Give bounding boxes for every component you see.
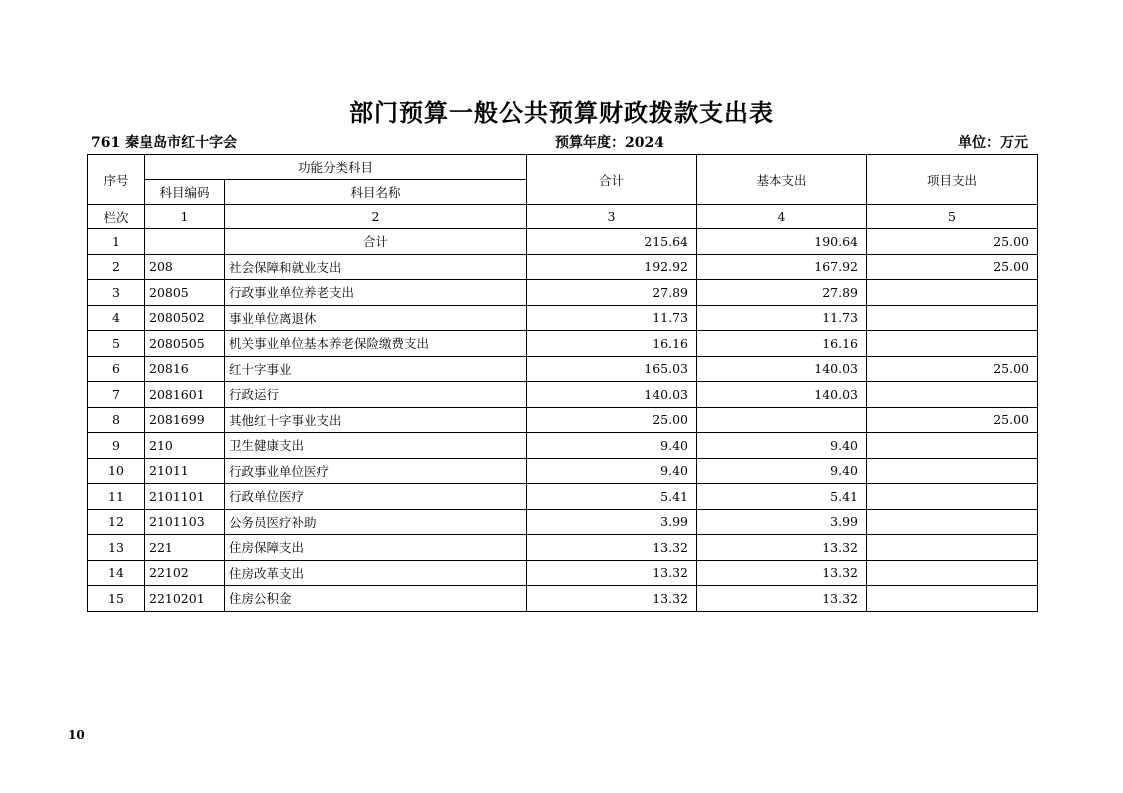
budget-year: 预算年度：2024	[555, 135, 664, 151]
row-total: 27.89	[527, 280, 697, 306]
row-total: 9.40	[527, 433, 697, 459]
row-basic: 13.32	[697, 586, 867, 612]
page-number: 10	[68, 728, 85, 742]
row-basic: 140.03	[697, 382, 867, 408]
row-seq: 3	[88, 280, 145, 306]
row-name: 机关事业单位基本养老保险缴费支出	[225, 331, 527, 357]
row-name: 行政事业单位养老支出	[225, 280, 527, 306]
row-basic: 9.40	[697, 458, 867, 484]
row-project: 25.00	[867, 407, 1038, 433]
row-name: 住房保障支出	[225, 535, 527, 561]
row-seq: 15	[88, 586, 145, 612]
page-title: 部门预算一般公共预算财政拨款支出表	[349, 98, 774, 127]
row-total: 13.32	[527, 586, 697, 612]
row-code: 2101101	[145, 484, 225, 510]
row-basic: 27.89	[697, 280, 867, 306]
row-basic: 13.32	[697, 560, 867, 586]
table-row	[88, 331, 1038, 357]
row-seq: 2	[88, 254, 145, 280]
row-code: 221	[145, 535, 225, 561]
row-name: 行政事业单位医疗	[225, 458, 527, 484]
row-name: 事业单位离退休	[225, 305, 527, 331]
row-name: 社会保障和就业支出	[225, 254, 527, 280]
row-total: 5.41	[527, 484, 697, 510]
row-basic	[697, 407, 867, 433]
column-index-label: 栏次	[88, 205, 145, 229]
header-total: 合计	[527, 155, 697, 205]
unit-label: 单位：万元	[958, 135, 1028, 151]
row-code: 20805	[145, 280, 225, 306]
row-project	[867, 560, 1038, 586]
row-name: 住房公积金	[225, 586, 527, 612]
row-name: 卫生健康支出	[225, 433, 527, 459]
row-project	[867, 305, 1038, 331]
row-project	[867, 280, 1038, 306]
table-row	[88, 382, 1038, 408]
row-name: 行政单位医疗	[225, 484, 527, 510]
row-seq: 8	[88, 407, 145, 433]
row-project	[867, 433, 1038, 459]
row-basic: 3.99	[697, 509, 867, 535]
row-project: 25.00	[867, 254, 1038, 280]
row-total: 13.32	[527, 535, 697, 561]
table-row	[88, 484, 1038, 510]
row-code: 21011	[145, 458, 225, 484]
table-row	[88, 560, 1038, 586]
row-total: 9.40	[527, 458, 697, 484]
row-total: 215.64	[527, 229, 697, 255]
row-project	[867, 382, 1038, 408]
table-row	[88, 509, 1038, 535]
row-total: 11.73	[527, 305, 697, 331]
table-row	[88, 280, 1038, 306]
row-total: 192.92	[527, 254, 697, 280]
table-row	[88, 356, 1038, 382]
header-subject-name: 科目名称	[225, 180, 527, 205]
row-project	[867, 331, 1038, 357]
table-row	[88, 407, 1038, 433]
row-project	[867, 458, 1038, 484]
row-name: 其他红十字事业支出	[225, 407, 527, 433]
row-project: 25.00	[867, 229, 1038, 255]
row-name: 住房改革支出	[225, 560, 527, 586]
row-basic: 11.73	[697, 305, 867, 331]
row-seq: 4	[88, 305, 145, 331]
row-project: 25.00	[867, 356, 1038, 382]
table-row	[88, 305, 1038, 331]
column-index-5: 5	[867, 205, 1038, 229]
column-index-2: 2	[225, 205, 527, 229]
row-code: 2080505	[145, 331, 225, 357]
header-seq: 序号	[88, 155, 145, 205]
row-seq: 12	[88, 509, 145, 535]
table-row	[88, 433, 1038, 459]
budget-table	[87, 154, 1038, 612]
row-project	[867, 509, 1038, 535]
row-total: 16.16	[527, 331, 697, 357]
row-code: 2081601	[145, 382, 225, 408]
row-code: 22102	[145, 560, 225, 586]
row-project	[867, 484, 1038, 510]
row-basic: 190.64	[697, 229, 867, 255]
row-seq: 13	[88, 535, 145, 561]
row-name: 公务员医疗补助	[225, 509, 527, 535]
row-project	[867, 586, 1038, 612]
row-basic: 9.40	[697, 433, 867, 459]
column-index-1: 1	[145, 205, 225, 229]
row-total: 140.03	[527, 382, 697, 408]
header-subject-code: 科目编码	[145, 180, 225, 205]
row-name: 红十字事业	[225, 356, 527, 382]
table-row	[88, 254, 1038, 280]
row-code	[145, 229, 225, 255]
header-basic: 基本支出	[697, 155, 867, 205]
row-seq: 6	[88, 356, 145, 382]
row-basic: 5.41	[697, 484, 867, 510]
row-total: 25.00	[527, 407, 697, 433]
row-seq: 11	[88, 484, 145, 510]
row-code: 208	[145, 254, 225, 280]
row-project	[867, 535, 1038, 561]
row-code: 2210201	[145, 586, 225, 612]
row-seq: 14	[88, 560, 145, 586]
row-name: 合计	[225, 229, 527, 255]
row-code: 2101103	[145, 509, 225, 535]
row-code: 20816	[145, 356, 225, 382]
row-seq: 10	[88, 458, 145, 484]
row-total: 13.32	[527, 560, 697, 586]
column-index-4: 4	[697, 205, 867, 229]
row-seq: 1	[88, 229, 145, 255]
table-row	[88, 586, 1038, 612]
row-total: 3.99	[527, 509, 697, 535]
row-basic: 167.92	[697, 254, 867, 280]
row-code: 2080502	[145, 305, 225, 331]
row-basic: 16.16	[697, 331, 867, 357]
table-row	[88, 229, 1038, 255]
row-seq: 9	[88, 433, 145, 459]
row-code: 2081699	[145, 407, 225, 433]
row-seq: 7	[88, 382, 145, 408]
unit-name: 761 秦皇岛市红十字会	[91, 135, 238, 151]
header-function-category: 功能分类科目	[145, 155, 527, 180]
row-basic: 13.32	[697, 535, 867, 561]
table-row	[88, 535, 1038, 561]
column-index-3: 3	[527, 205, 697, 229]
row-basic: 140.03	[697, 356, 867, 382]
row-seq: 5	[88, 331, 145, 357]
row-code: 210	[145, 433, 225, 459]
row-name: 行政运行	[225, 382, 527, 408]
table-row	[88, 458, 1038, 484]
header-project: 项目支出	[867, 155, 1038, 205]
row-total: 165.03	[527, 356, 697, 382]
